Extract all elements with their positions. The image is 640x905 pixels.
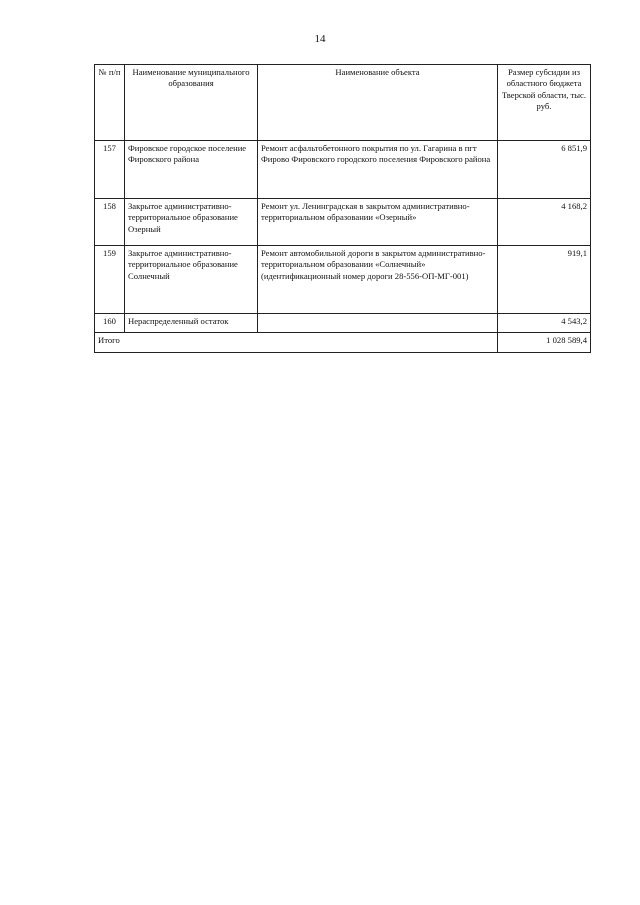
total-label: Итого (95, 333, 498, 353)
row-num: 160 (95, 314, 125, 333)
table-header-row (95, 65, 591, 141)
table-row (95, 246, 591, 314)
header-object: Наименование объекта (258, 65, 498, 141)
row-object (258, 314, 498, 333)
row-subsidy: 4 168,2 (498, 199, 591, 246)
row-num: 159 (95, 246, 125, 314)
row-object: Ремонт асфальтобетонного покрытия по ул. Гагарина в пгт Фирово Фировского городского поселения Фировского района (258, 141, 498, 199)
row-municipality: Закрытое административно-территориальное образование Солнечный (125, 246, 258, 314)
row-municipality: Нераспределенный остаток (125, 314, 258, 333)
table-row (95, 199, 591, 246)
total-value: 1 028 589,4 (498, 333, 591, 353)
row-municipality: Закрытое административно-территориальное образование Озерный (125, 199, 258, 246)
page-number: 14 (314, 33, 326, 45)
header-num: № п/п (95, 65, 125, 141)
row-subsidy: 919,1 (498, 246, 591, 314)
row-num: 158 (95, 199, 125, 246)
row-object: Ремонт ул. Ленинградская в закрытом административно-территориальном образовании «Озерный» (258, 199, 498, 246)
row-subsidy: 4 543,2 (498, 314, 591, 333)
row-object: Ремонт автомобильной дороги в закрытом административно-территориальном образовании «Солнечный» (идентификационный номер дороги 28-556-ОП-МГ-001) (258, 246, 498, 314)
total-row (95, 333, 591, 353)
header-subsidy: Размер субсидии из областного бюджета Тверской области, тыс. руб. (498, 65, 591, 141)
table-row (95, 314, 591, 333)
row-num: 157 (95, 141, 125, 199)
header-municipality: Наименование муниципального образования (125, 65, 258, 141)
subsidy-table (94, 64, 591, 353)
row-municipality: Фировское городское поселение Фировского района (125, 141, 258, 199)
row-subsidy: 6 851,9 (498, 141, 591, 199)
table-row (95, 141, 591, 199)
